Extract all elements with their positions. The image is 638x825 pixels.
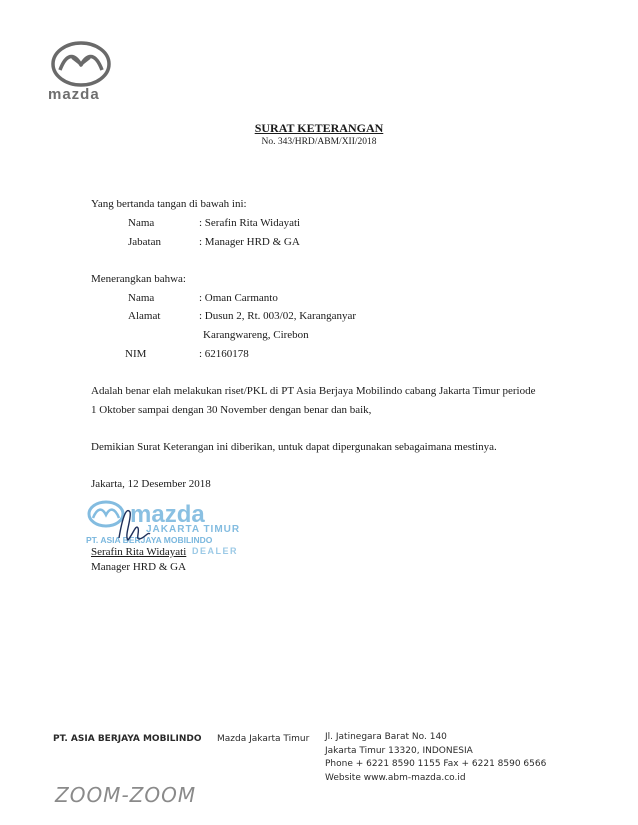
mazda-logo: [44, 40, 120, 103]
intro-text: Yang bertanda tangan di bawah ini:: [91, 198, 247, 210]
subject-name-label: Nama: [128, 292, 155, 304]
mazda-emblem-icon: [50, 40, 112, 88]
subject-address-line2: Karangwareng, Cirebon: [203, 329, 309, 341]
subject-nim-value: : 62160178: [199, 348, 249, 360]
body-line-2: 1 Oktober sampai dengan 30 November dengan benar dan baik,: [91, 404, 372, 416]
footer-company: PT. ASIA BERJAYA MOBILINDO: [53, 734, 202, 744]
stamp-dealer: DEALER: [192, 546, 239, 556]
footer-phone: Phone + 6221 8590 1155 Fax + 6221 8590 6566: [325, 759, 547, 769]
subject-address-label: Alamat: [128, 310, 161, 322]
footer-website: Website www.abm-mazda.co.id: [325, 772, 466, 783]
footer-address-block: [325, 731, 546, 785]
subject-address-line1: : Dusun 2, Rt. 003/02, Karanganyar: [199, 310, 357, 322]
letter-number: No. 343/HRD/ABM/XII/2018: [261, 137, 377, 147]
signer-name-label: Nama: [128, 217, 155, 229]
mazda-wordmark: mazda: [48, 86, 100, 103]
letter-title: SURAT KETERANGAN: [254, 121, 384, 135]
stamp-branch: JAKARTA TIMUR: [146, 524, 241, 535]
subject-name-value: : Oman Carmanto: [199, 292, 278, 304]
subject-nim-label: NIM: [125, 348, 147, 360]
signer-name-value: : Serafin Rita Widayati: [199, 217, 301, 229]
signer-position-value: : Manager HRD & GA: [199, 236, 300, 248]
footer-address-line2: Jakarta Timur 13320, INDONESIA: [325, 745, 473, 756]
stamp-brand: mazda: [130, 501, 205, 528]
place-date: Jakarta, 12 Desember 2018: [91, 478, 211, 490]
signer-title-signature: Manager HRD & GA: [91, 561, 187, 573]
footer-address-line1: Jl. Jatinegara Barat No. 140: [325, 732, 447, 742]
zoom-zoom-slogan: ZOOM-ZOOM: [55, 783, 197, 807]
body-line-1: Adalah benar elah melakukan riset/PKL di PT Asia Berjaya Mobilindo cabang Jakarta Timur periode: [91, 385, 536, 397]
footer-branch: Mazda Jakarta Timur: [217, 734, 310, 744]
closing-text: Demikian Surat Keterangan ini diberikan, untuk dapat dipergunakan sebagaimana mestinya.: [91, 441, 497, 453]
stamp-company: PT. ASIA BERJAYA MOBILINDO: [86, 535, 213, 545]
signer-position-label: Jabatan: [128, 236, 161, 248]
signer-name-signature: Serafin Rita Widayati: [91, 546, 187, 558]
statement-text: Menerangkan bahwa:: [91, 273, 186, 285]
